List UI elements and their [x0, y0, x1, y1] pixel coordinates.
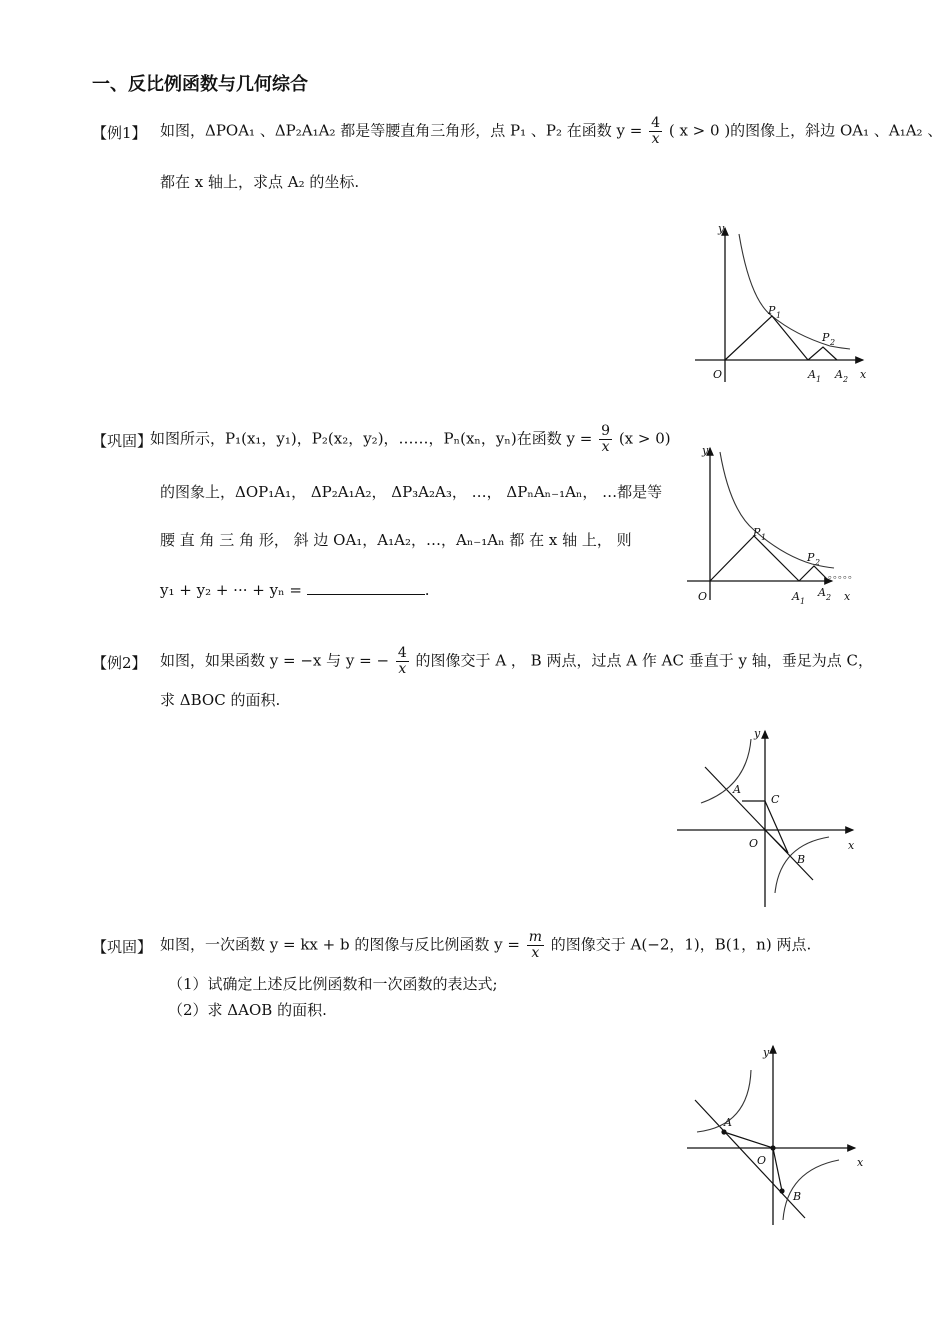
fig1-p1-label: P	[768, 304, 776, 317]
fig1-x-label: x	[860, 368, 867, 381]
fig1-a1-sub: 1	[816, 375, 822, 384]
consolidation-1-sum: y₁ + y₂ + ··· + yₙ =	[160, 581, 302, 599]
example-1-line-2: 都在 x 轴上，求点 A₂ 的坐标.	[160, 173, 360, 191]
fraction-numerator: 4	[397, 645, 407, 661]
section-title: 一、反比例函数与几何综合	[92, 74, 308, 95]
fig3-x-label: x	[848, 839, 855, 852]
fig4-y-label: y	[763, 1046, 770, 1059]
fig2-p1-sub: 1	[761, 533, 767, 542]
example-1-tag: 【例1】	[92, 124, 147, 142]
consolidation-1-period: .	[424, 581, 430, 599]
fig3-b-label: B	[797, 853, 806, 866]
fig2-a1-label: A	[792, 590, 800, 603]
fraction-denominator: x	[398, 661, 407, 677]
example-2-tag: 【例2】	[92, 654, 147, 672]
fig3-a-label: A	[733, 783, 741, 796]
fig4-a-label: A	[724, 1116, 732, 1129]
consolidation-1-figure	[682, 440, 897, 610]
fig1-y-label: y	[718, 222, 725, 235]
fig1-p1-sub: 1	[776, 311, 782, 320]
example-2-figure	[675, 725, 865, 910]
example-2-line-1	[160, 646, 873, 677]
fraction-numerator: 4	[651, 115, 661, 131]
fig2-continuation-dots: 。。。。。	[828, 570, 858, 581]
example-1-line-1	[160, 116, 942, 147]
fig2-a2-label: A	[818, 586, 826, 599]
consolidation-2-tag: 【巩固】	[92, 938, 153, 956]
consolidation-1-fraction	[599, 424, 612, 455]
consolidation-2-line-1	[160, 930, 811, 961]
example-2-text-a: 如图，如果函数 y = −x 与 y = −	[160, 651, 390, 670]
fig1-a1-label: A	[808, 368, 816, 381]
consolidation-2-question-1: （1）试确定上述反比例函数和一次函数的表达式;	[168, 975, 498, 993]
fig2-p1-label: P	[753, 526, 761, 539]
fig2-a2-sub: 2	[826, 593, 832, 602]
consolidation-2-text-a: 如图，一次函数 y = kx + b 的图像与反比例函数 y =	[160, 935, 520, 954]
example-2-text-b: 的图像交于 A ， B 两点，过点 A 作 AC 垂直于 y 轴，垂足为点 C，	[415, 651, 873, 670]
fraction-denominator: x	[601, 439, 610, 455]
example-1-text-b: ( x > 0 )的图像上，斜边 OA₁ 、A₁A₂ 、	[668, 121, 943, 140]
consolidation-2-text-b: 的图像交于 A(−2，1)，B(1，n) 两点.	[550, 935, 812, 954]
fig4-b-label: B	[793, 1190, 802, 1203]
fig2-x-label: x	[844, 590, 851, 603]
example-1-text-a: 如图，ΔPOA₁ 、ΔP₂A₁A₂ 都是等腰直角三角形，点 P₁ 、P₂ 在函数 y =	[160, 121, 643, 140]
fig4-origin-label: O	[757, 1154, 767, 1167]
fraction-numerator: m	[528, 929, 543, 945]
consolidation-2-figure	[685, 1040, 875, 1230]
consolidation-1-text-a: 如图所示，P₁(x₁，y₁)，P₂(x₂，y₂)，……，Pₙ(xₙ，yₙ)在函数 y =	[150, 429, 593, 448]
fig3-c-label: C	[771, 793, 780, 806]
example-2-fraction	[396, 646, 409, 677]
fig1-a2-sub: 2	[843, 375, 849, 384]
fraction-denominator: x	[651, 131, 660, 147]
fig1-p2-label: P	[822, 331, 830, 344]
fig1-p2-sub: 2	[830, 338, 836, 347]
consolidation-1-line-4	[160, 580, 429, 600]
fig4-x-label: x	[857, 1156, 864, 1169]
consolidation-1-text-b: (x > 0)	[618, 429, 671, 448]
fraction-numerator: 9	[601, 423, 611, 439]
consolidation-2-question-2: （2）求 ΔAOB 的面积.	[168, 1001, 327, 1019]
answer-blank[interactable]	[307, 580, 425, 595]
fig2-p2-sub: 2	[815, 558, 821, 567]
fig2-origin-label: O	[698, 590, 708, 603]
example-1-fraction	[649, 116, 662, 147]
fig1-origin-label: O	[713, 368, 723, 381]
fraction-denominator: x	[531, 945, 540, 961]
consolidation-2-fraction	[527, 930, 544, 961]
fig1-a2-label: A	[835, 368, 843, 381]
example-2-line-2: 求 ΔBOC 的面积.	[160, 691, 281, 709]
fig2-y-label: y	[702, 444, 709, 457]
consolidation-1-line-3: 腰 直 角 三 角 形， 斜 边 OA₁，A₁A₂，…，Aₙ₋₁Aₙ 都 在 x 轴 上， 则	[160, 531, 632, 549]
fig3-origin-label: O	[749, 837, 759, 850]
fig2-a1-sub: 1	[800, 597, 806, 606]
fig2-p2-label: P	[807, 551, 815, 564]
consolidation-1-line-2: 的图象上，ΔOP₁A₁， ΔP₂A₁A₂， ΔP₃A₂A₃， …， ΔPₙAₙ₋₁Aₙ， …都是等	[160, 483, 663, 501]
consolidation-1-tag: 【巩固】	[92, 432, 153, 450]
fig3-y-label: y	[754, 727, 761, 740]
consolidation-1-line-1	[150, 424, 671, 455]
example-1-figure	[690, 220, 880, 390]
